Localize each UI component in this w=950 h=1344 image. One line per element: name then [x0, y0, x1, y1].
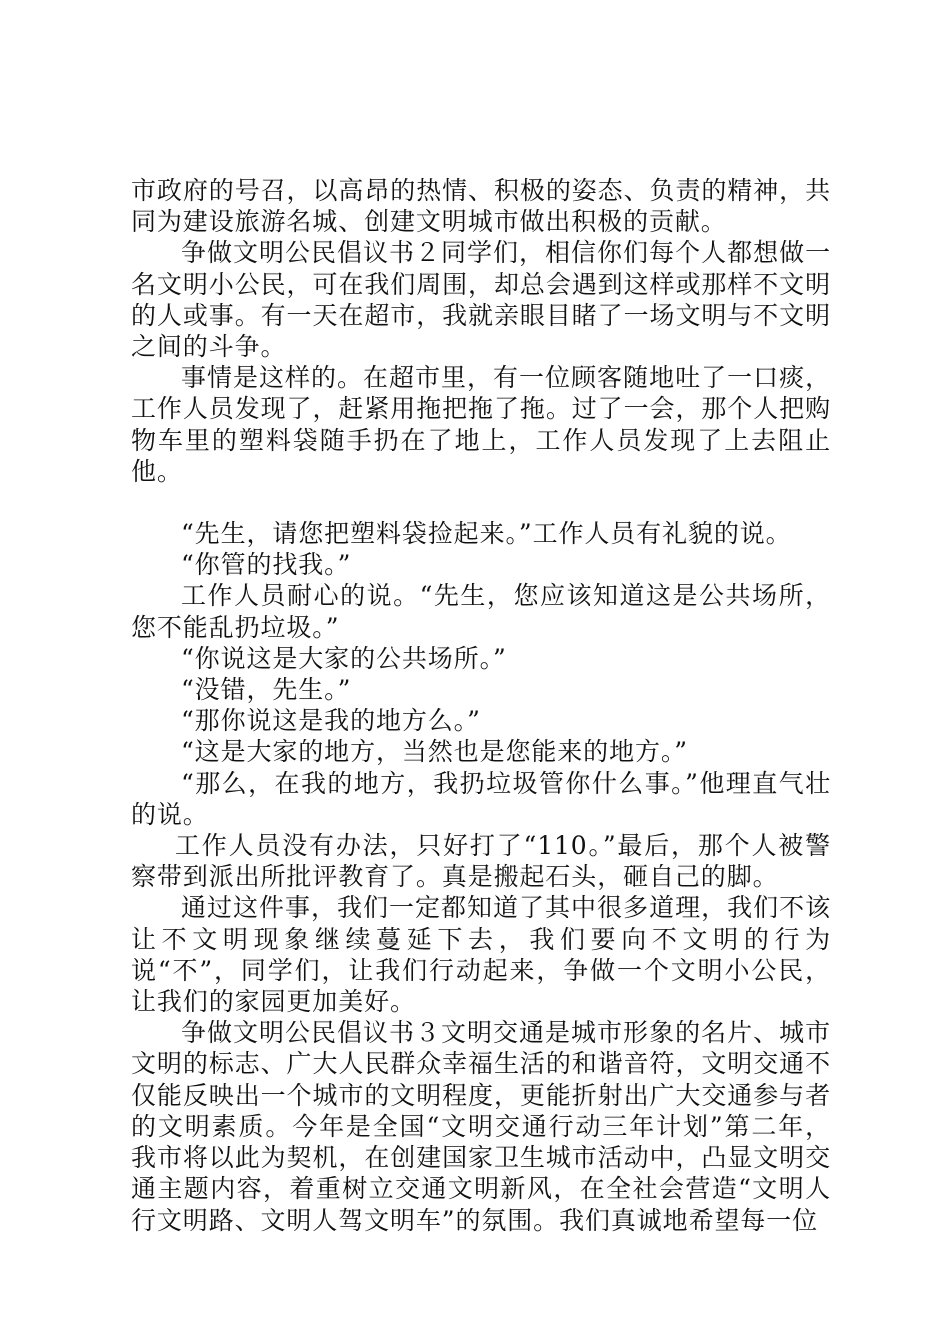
paragraph-6: 工作人员耐心的说。“先生，您应该知道这是公共场所，您不能乱扔垃圾。”	[131, 581, 831, 642]
paragraph-3: 事情是这样的。在超市里，有一位顾客随地吐了一口痰，工作人员发现了，赶紧用拖把拖了拖。过了一会，那个人把购物车里的塑料袋随手扔在了地上，工作人员发现了上去阻止他。	[131, 363, 831, 486]
paragraph-5: “你管的找我。”	[181, 550, 352, 580]
document-body	[131, 175, 831, 1236]
paragraph-4: “先生，请您把塑料袋捡起来。”工作人员有礼貌的说。	[181, 519, 792, 549]
paragraph-1: 市政府的号召，以高昂的热情、积极的姿态、负责的精神，共同为建设旅游名城、创建文明城市做出积极的贡献。	[131, 176, 831, 237]
paragraph-9: “那你说这是我的地方么。”	[181, 706, 481, 736]
paragraph-7: “你说这是大家的公共场所。”	[181, 643, 507, 673]
paragraph-10: “这是大家的地方，当然也是您能来的地方。”	[181, 737, 688, 767]
paragraph-12: 工作人员没有办法，只好打了“110。”最后，那个人被警察带到派出所批评教育了。真是搬起石头，砸自己的脚。	[131, 831, 831, 892]
paragraph-14: 争做文明公民倡议书３文明交通是城市形象的名片、城市文明的标志、广大人民群众幸福生活的和谐音符，文明交通不仅能反映出一个城市的文明程度，更能折射出广大交通参与者的文明素质。今年是全国“文明交通行动三年计划”第二年，我市将以此为契机，在创建国家卫生城市活动中，凸显文明交通主题内容，着重树立交通文明新风，在全社会营造“文明人行文明路、文明人驾文明车”的氛围。我们真诚地希望每一位	[131, 1018, 831, 1235]
paragraph-8: “没错，先生。”	[181, 675, 352, 705]
paragraph-11: “那么，在我的地方，我扔垃圾管你什么事。”他理直气壮的说。	[131, 768, 831, 829]
paragraph-13: 通过这件事，我们一定都知道了其中很多道理，我们不该让不文明现象继续蔓延下去，我们要向不文明的行为说“不”，同学们，让我们行动起来，争做一个文明小公民，让我们的家园更加美好。	[131, 893, 831, 1017]
paragraph-2: 争做文明公民倡议书２同学们，相信你们每个人都想做一名文明小公民，可在我们周围，却总会遇到这样或那样不文明的人或事。有一天在超市，我就亲眼目睹了一场文明与不文明之间的斗争。	[131, 238, 831, 362]
